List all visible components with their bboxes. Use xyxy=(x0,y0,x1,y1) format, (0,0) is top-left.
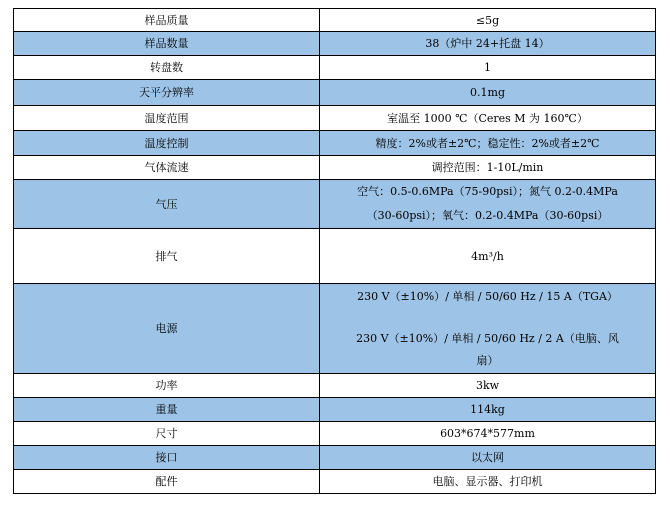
row-label: 功率 xyxy=(14,374,320,398)
row-value: 114kg xyxy=(320,398,656,422)
row-value: 调控范围：1-10L/min xyxy=(320,156,656,180)
row-label: 气压 xyxy=(14,180,320,229)
row-value: 3kw xyxy=(320,374,656,398)
row-value: 1 xyxy=(320,56,656,80)
row-value: 室温至 1000 ℃（Ceres M 为 160℃） xyxy=(320,106,656,131)
table-row xyxy=(14,284,656,374)
table-row xyxy=(14,131,656,156)
row-label: 配件 xyxy=(14,470,320,494)
row-label: 电源 xyxy=(14,284,320,374)
table-row xyxy=(14,446,656,470)
row-value xyxy=(320,180,656,229)
row-label: 天平分辨率 xyxy=(14,80,320,106)
table-row xyxy=(14,470,656,494)
table-row xyxy=(14,156,656,180)
table-row xyxy=(14,80,656,106)
table-row xyxy=(14,180,656,229)
value-line: 扇） xyxy=(476,353,499,367)
row-value: 0.1mg xyxy=(320,80,656,106)
table-row xyxy=(14,32,656,56)
row-label: 样品数量 xyxy=(14,32,320,56)
row-value: 4m³/h xyxy=(320,229,656,284)
row-label: 排气 xyxy=(14,229,320,284)
value-line: 230 V（±10%）/ 单相 / 50/60 Hz / 15 A（TGA） xyxy=(357,289,618,303)
value-line: （30-60psi）；氧气：0.2-0.4MPa（30-60psi） xyxy=(366,209,609,222)
table-row xyxy=(14,56,656,80)
table-row xyxy=(14,374,656,398)
spec-table xyxy=(13,8,656,494)
row-value: 精度：2%或者±2℃；稳定性：2%或者±2℃ xyxy=(320,131,656,156)
row-label: 温度控制 xyxy=(14,131,320,156)
table-row xyxy=(14,229,656,284)
row-label: 尺寸 xyxy=(14,422,320,446)
row-label: 接口 xyxy=(14,446,320,470)
row-value: 603*674*577mm xyxy=(320,422,656,446)
row-label: 温度范围 xyxy=(14,106,320,131)
value-line: 空气：0.5-0.6MPa（75-90psi）；氮气 0.2-0.4MPa xyxy=(357,185,618,198)
row-value: 以太网 xyxy=(320,446,656,470)
table-row xyxy=(14,422,656,446)
value-line: 230 V（±10%）/ 单相 / 50/60 Hz / 2 A（电脑、风 xyxy=(356,331,619,345)
row-label: 重量 xyxy=(14,398,320,422)
row-label: 样品质量 xyxy=(14,9,320,32)
row-label: 气体流速 xyxy=(14,156,320,180)
row-value: 电脑、显示器、打印机 xyxy=(320,470,656,494)
row-value: ≤5g xyxy=(320,9,656,32)
row-value: 38（炉中 24+托盘 14） xyxy=(320,32,656,56)
table-row xyxy=(14,398,656,422)
row-value xyxy=(320,284,656,374)
row-label: 转盘数 xyxy=(14,56,320,80)
table-row xyxy=(14,9,656,32)
table-row xyxy=(14,106,656,131)
